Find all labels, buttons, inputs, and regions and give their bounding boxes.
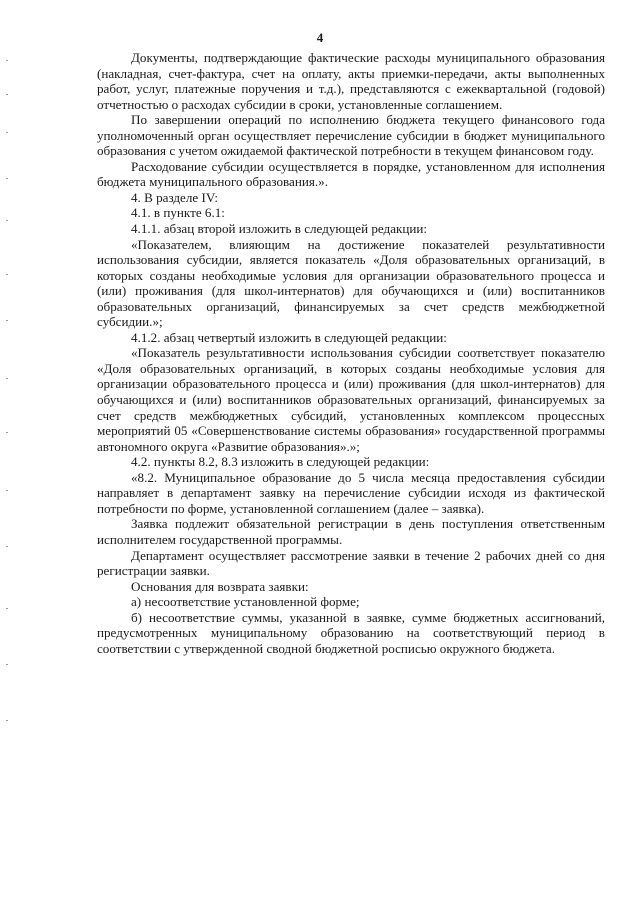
paragraph-item-4-1-2: 4.1.2. абзац четвертый изложить в следующей редакции: xyxy=(131,329,447,345)
paragraph-ground-a: а) несоответствие установленной форме; xyxy=(131,594,360,610)
document-body xyxy=(97,50,605,656)
paragraph-spending-procedure: Расходование субсидии осуществляется в порядке, установленном для исполнения бюджета муниципального образования.». xyxy=(97,158,605,190)
paragraph-result-indicator-quote: «Показатель результативности использования субсидии соответствует показателю «Доля образовательных организаций, в которых созданы необходимые условия для организации образовательного процесса и (или) проживания (для школ-интернатов) для обучающихся и (или) воспитанников образовательных организаций, финансируемых за счет средств межбюджетных субсидий, установленных комплексом процессных мероприятий 05 «Совершенствование системы образования» государственной программы автономного округа «Развитие образования».»; xyxy=(97,345,605,454)
paragraph-year-end-transfer: По завершении операций по исполнению бюджета текущего финансового года уполномоченный орган осуществляет перечисление субсидии в бюджет муниципального образования с учетом ожидаемой фактической потребности в текущем финансовом году. xyxy=(97,112,605,159)
paragraph-item-4-1: 4.1. в пункте 6.1: xyxy=(131,205,225,221)
paragraph-ground-b: б) несоответствие суммы, указанной в заявке, сумме бюджетных ассигнований, предусмотренных муниципальному образованию на соответствующий период в соответствии с утвержденной сводной бюджетной росписью окружного бюджета. xyxy=(97,609,605,656)
paragraph-section-iv: 4. В разделе IV: xyxy=(131,189,218,205)
margin-scan-marks xyxy=(6,60,10,760)
paragraph-expense-documents: Документы, подтверждающие фактические расходы муниципального образования (накладная, счет-фактура, счет на оплату, акты приемки-передачи, акты выполненных работ, услуг, платежные поручения и т.д.), представляются с ежеквартальной (годовой) отчетностью о расходах субсидии в сроки, установленные соглашением. xyxy=(97,50,605,112)
paragraph-item-4-1-1: 4.1.1. абзац второй изложить в следующей редакции: xyxy=(131,221,428,237)
page-number: 4 xyxy=(316,30,324,45)
paragraph-application-registration: Заявка подлежит обязательной регистрации в день поступления ответственным исполнителем государственной программы. xyxy=(97,516,605,547)
paragraph-indicator-quote: «Показателем, влияющим на достижение показателей результативности использования субсидии, является показатель «Доля образовательных организаций, в которых созданы необходимые условия для организации образовательного процесса и (или) проживания (для школ-интернатов) для обучающихся и (или) воспитанников образовательных организаций, финансируемых за счет средств межбюджетной субсидии.»; xyxy=(97,236,605,330)
paragraph-item-4-2: 4.2. пункты 8.2, 8.3 изложить в следующей редакции: xyxy=(131,454,430,470)
paragraph-application-review: Департамент осуществляет рассмотрение заявки в течение 2 рабочих дней со дня регистрации заявки. xyxy=(97,547,605,579)
paragraph-item-8-2: «8.2. Муниципальное образование до 5 числа месяца предоставления субсидии направляет в департамент заявку на перечисление субсидии исходя из фактической потребности по форме, установленной соглашением (далее – заявка). xyxy=(97,469,605,516)
paragraph-return-grounds: Основания для возврата заявки: xyxy=(131,578,309,594)
